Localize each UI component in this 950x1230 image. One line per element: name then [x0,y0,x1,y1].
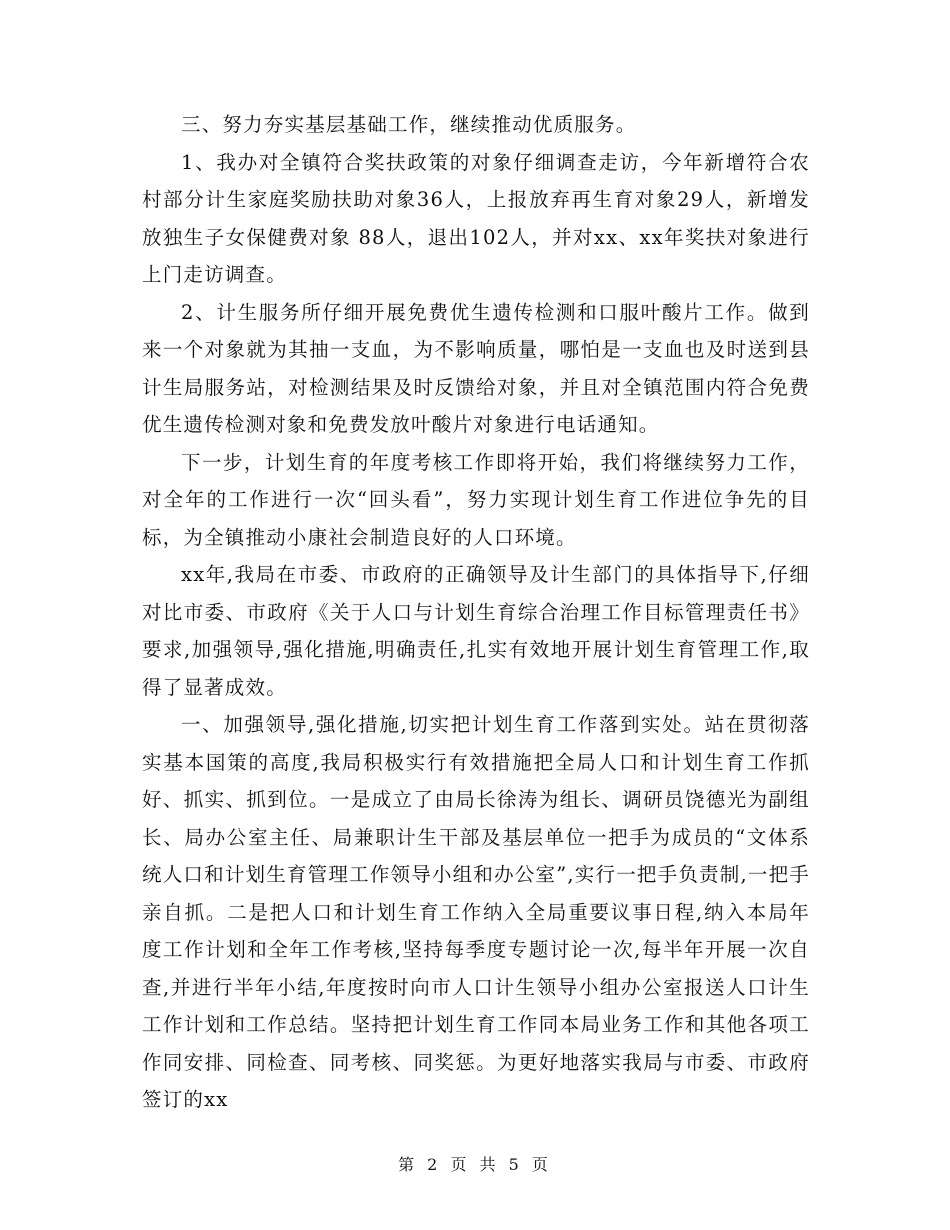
paragraph-summary-intro: xx年,我局在市委、市政府的正确领导及计生部门的具体指导下,仔细对比市委、市政府《关于人口与计划生育综合治理工作目标管理责任书》要求,加强领导,强化措施,明确责任,扎实有效地开展计划生育管理工作,取得了显著成效。 [142,563,810,699]
page-footer: 第 2 页 共 5 页 [398,1155,552,1174]
paragraph-section-1: 一、加强领导,强化措施,切实把计划生育工作落到实处。站在贯彻落实基本国策的高度,我局积极实行有效措施把全局人口和计划生育工作抓好、抓实、抓到位。一是成立了由局长徐涛为组长、调研员饶德光为副组长、局办公室主任、局兼职计生干部及基层单位一把手为成员的“文体系统人口和计划生育管理工作领导小组和办公室”,实行一把手负责制,一把手亲自抓。二是把人口和计划生育工作纳入全局重要议事日程,纳入本局年度工作计划和全年工作考核,坚持每季度专题讨论一次,每半年开展一次自查,并进行半年小结,年度按时向市人口计生领导小组办公室报送人口计生工作计划和工作总结。坚持把计划生育工作同本局业务工作和其他各项工作同安排、同检查、同考核、同奖惩。为更好地落实我局与市委、市政府签订的xx [142,713,810,1111]
paragraph-heading-3: 三、努力夯实基层基础工作，继续推动优质服务。 [181,113,637,136]
paragraph-item-1: 1、我办对全镇符合奖扶政策的对象仔细调查走访，今年新增符合农村部分计生家庭奖励扶助对象36人，上报放弃再生育对象29人，新增发放独生子女保健费对象 88人，退出102人，并对xx、xx年奖扶对象进行上门走访调查。 [142,150,810,286]
document-body [142,106,810,1119]
paragraph-item-2: 2、计生服务所仔细开展免费优生遗传检测和口服叶酸片工作。做到来一个对象就为其抽一支血，为不影响质量，哪怕是一支血也及时送到县计生局服务站，对检测结果及时反馈给对象，并且对全镇范围内符合免费优生遗传检测对象和免费发放叶酸片对象进行电话通知。 [142,300,810,436]
paragraph-next-step: 下一步，计划生育的年度考核工作即将开始，我们将继续努力工作，对全年的工作进行一次“回头看”，努力实现计划生育工作进位争先的目标，为全镇推动小康社会制造良好的人口环境。 [142,450,810,549]
